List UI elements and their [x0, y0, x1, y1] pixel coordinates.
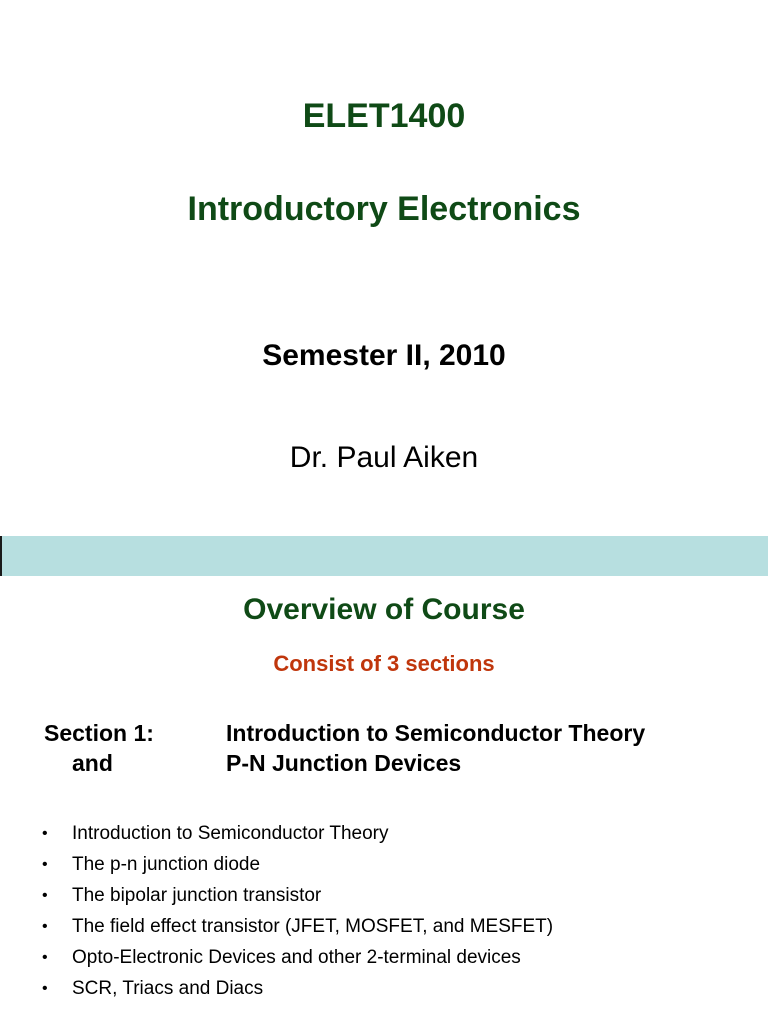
- list-item: [0, 880, 768, 911]
- topic-list: [0, 818, 768, 1004]
- topic-text: Introduction to Semiconductor Theory: [72, 823, 389, 844]
- list-item: [0, 849, 768, 880]
- topic-text: Opto-Electronic Devices and other 2-terminal devices: [72, 947, 521, 968]
- bullet-icon: •: [42, 825, 48, 842]
- overview-heading: Overview of Course: [243, 593, 525, 626]
- topic-text: The field effect transistor (JFET, MOSFET, and MESFET): [72, 916, 554, 937]
- section-title-continuation: P-N Junction Devices: [226, 750, 462, 776]
- overview-slide: [0, 576, 768, 1024]
- list-item: [0, 818, 768, 849]
- section-label-continuation: and: [72, 750, 113, 776]
- list-item: [0, 973, 768, 1004]
- bullet-icon: •: [42, 887, 48, 904]
- bullet-icon: •: [42, 949, 48, 966]
- semester-label: Semester II, 2010: [262, 339, 506, 372]
- sections-subheading: Consist of 3 sections: [273, 651, 495, 676]
- instructor-name: Dr. Paul Aiken: [289, 441, 479, 474]
- section-title: Introduction to Semiconductor Theory: [226, 720, 646, 746]
- course-title: Introductory Electronics: [187, 190, 581, 228]
- topic-text: SCR, Triacs and Diacs: [72, 978, 264, 999]
- list-item: [0, 911, 768, 942]
- bullet-icon: •: [42, 856, 48, 873]
- section-label: Section 1:: [44, 720, 154, 746]
- topic-text: The p-n junction diode: [72, 854, 261, 875]
- course-code: ELET1400: [302, 97, 466, 135]
- bullet-icon: •: [42, 918, 48, 935]
- bullet-icon: •: [42, 980, 48, 997]
- slide-divider: [0, 536, 768, 576]
- topic-text: The bipolar junction transistor: [72, 885, 322, 906]
- list-item: [0, 942, 768, 973]
